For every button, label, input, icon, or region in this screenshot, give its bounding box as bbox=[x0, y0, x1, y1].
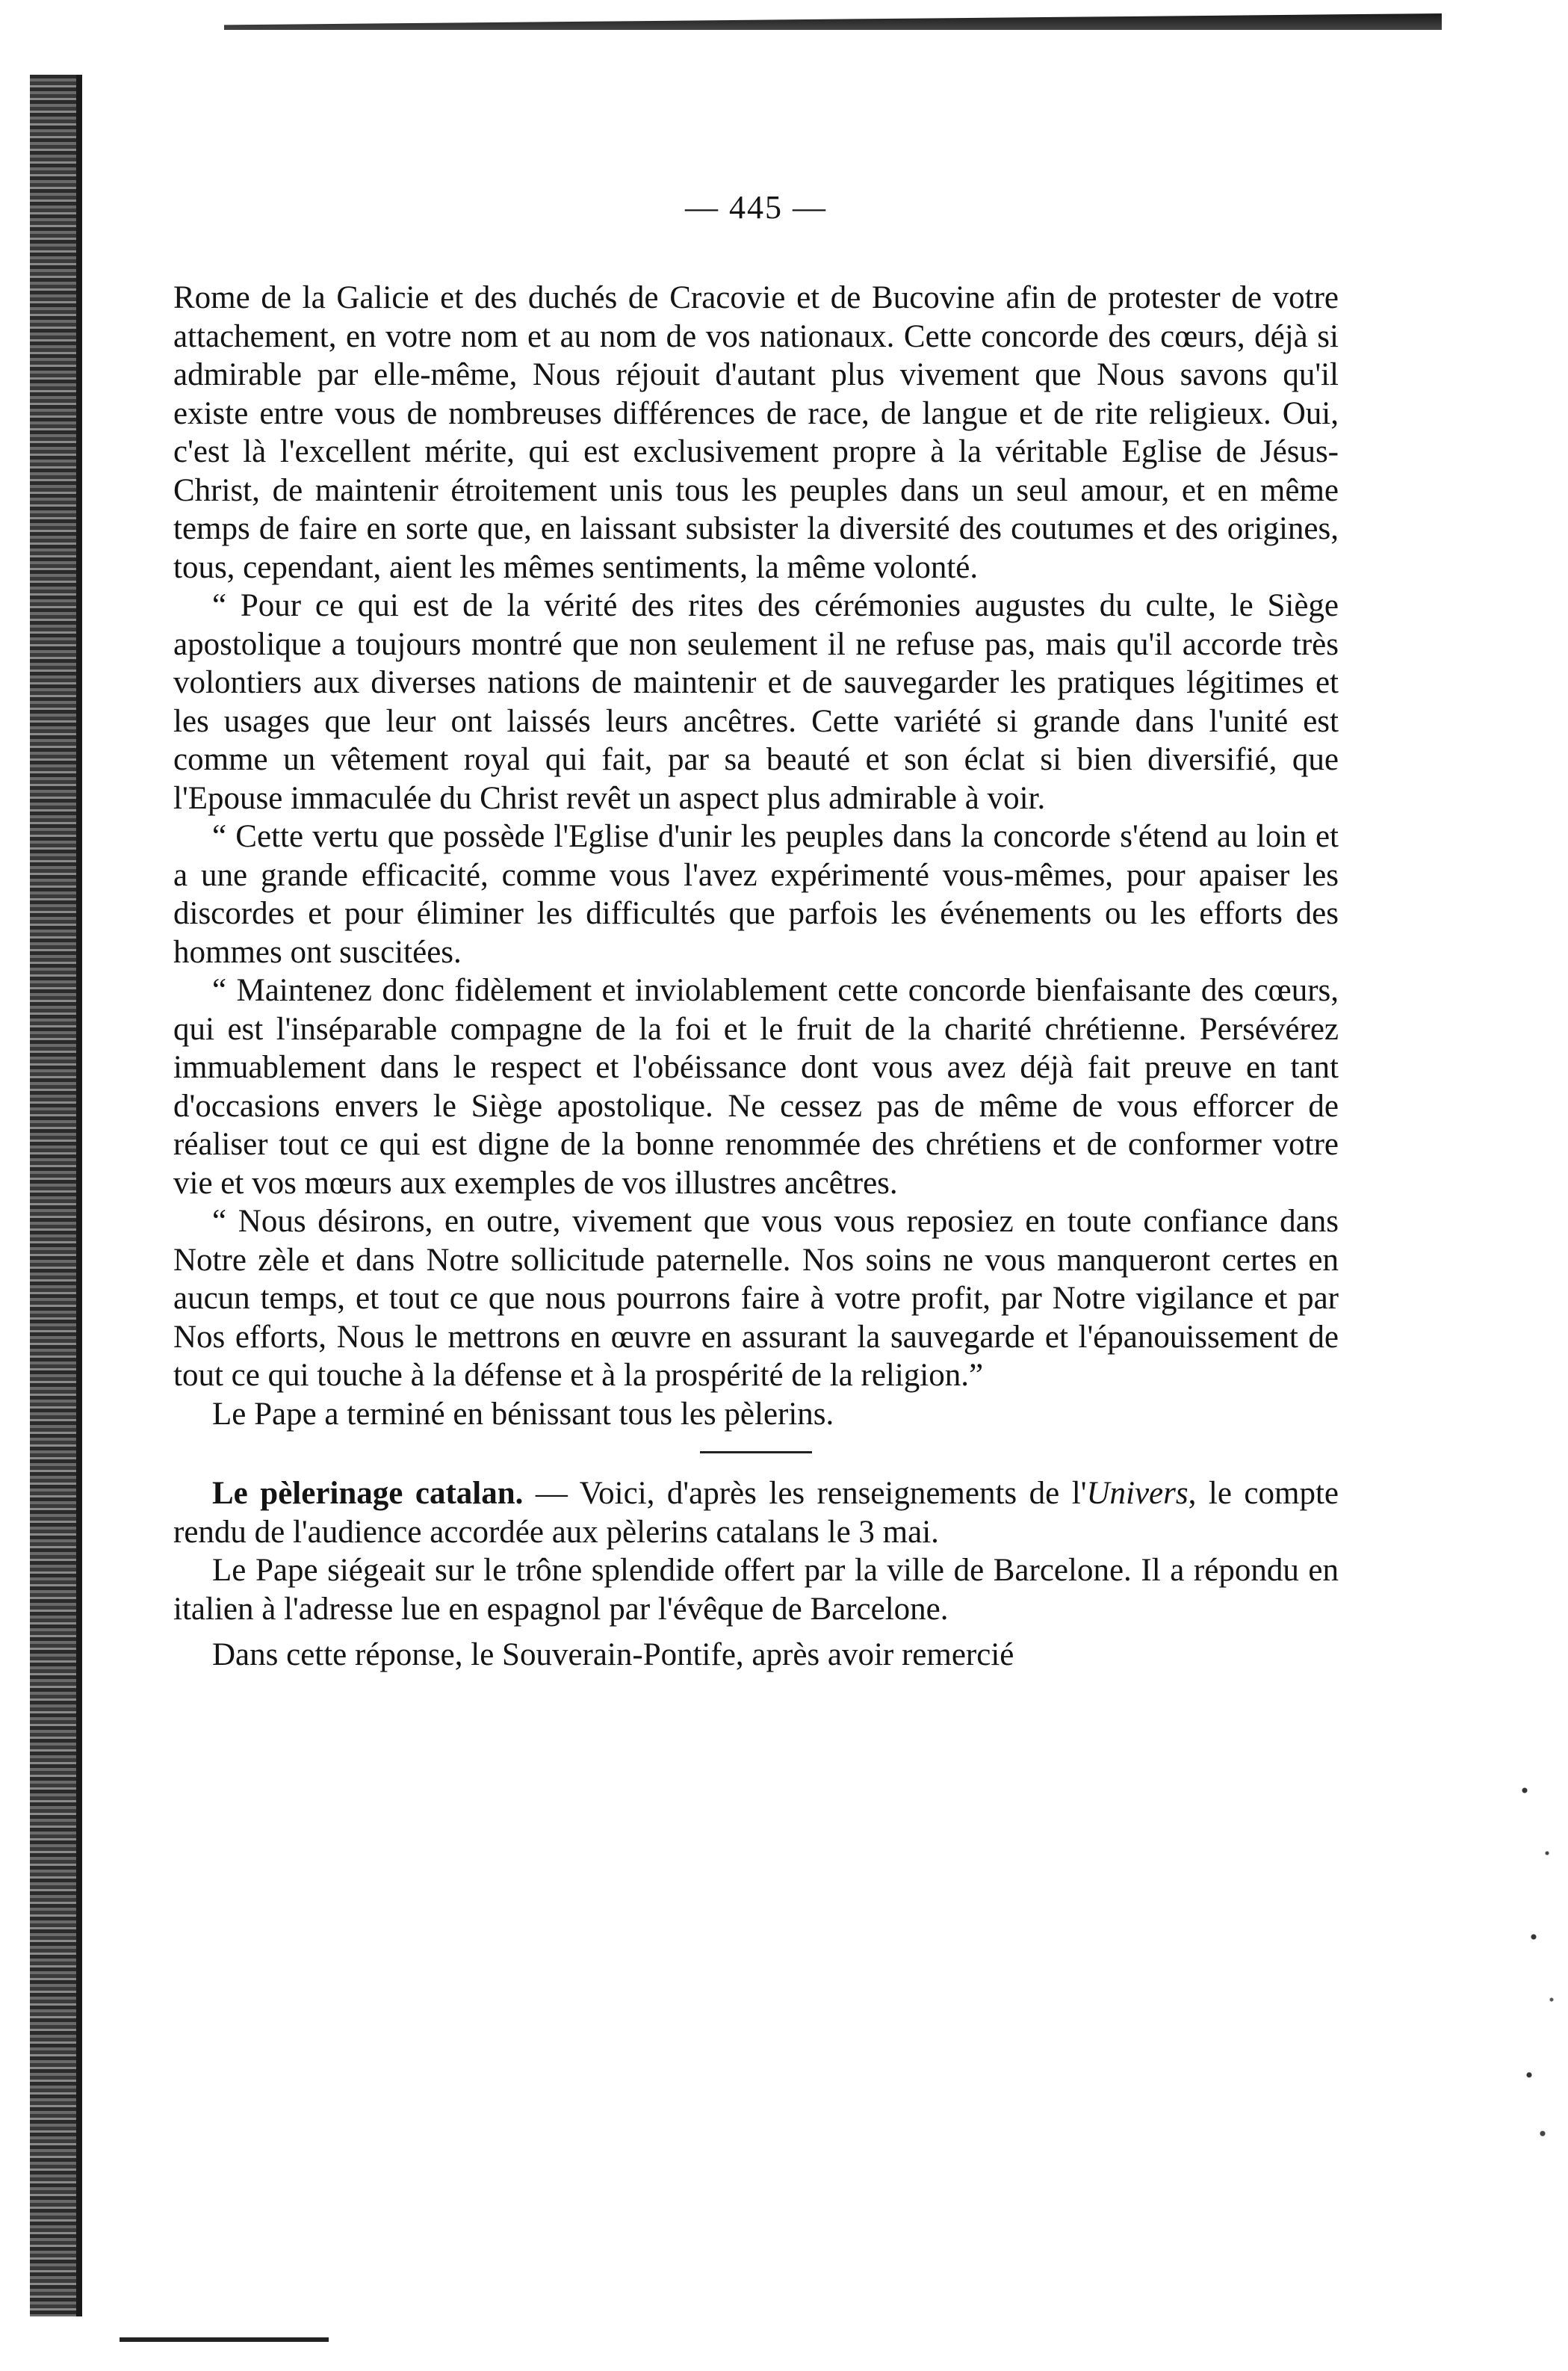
section-separator bbox=[700, 1451, 812, 1453]
section-lead: — Voici, d'après les renseignements de l' bbox=[523, 1476, 1087, 1511]
source-title: Univers bbox=[1086, 1476, 1189, 1511]
paragraph: “ Cette vertu que possède l'Eglise d'unir les peuples dans la concorde s'étend au loin et a une grande efficacité, comme vous l'avez expérimenté vous-mêmes, pour apaiser les discordes et pour éliminer les difficultés que parfois les événements ou les efforts des hommes ont suscitées. bbox=[173, 819, 1339, 970]
paragraph: Rome de la Galicie et des duchés de Cracovie et de Bucovine afin de protester de votre attachement, en votre nom et au nom de vos nationaux. Cette concorde des cœurs, déjà si admirable par elle-même, Nous réjouit d'autant plus vivement que Nous savons qu'il existe entre vous de nombreuses différences de race, de langue et de rite religieux. Oui, c'est là l'excellent mérite, qui est exclusivement propre à la véritable Eglise de Jésus-Christ, de maintenir étroitement unis tous les peuples dans un seul amour, et en même temps de faire en sorte que, en laissant subsister la diversité des coutumes et des origines, tous, cependant, aient les mêmes sentiments, la même volonté. bbox=[173, 280, 1339, 585]
paragraph: “ Maintenez donc fidèlement et inviolablement cette concorde bienfaisante des cœurs, qui est l'inséparable compagne de la foi et le fruit de la charité chrétienne. Persévérez immuablement dans le respect et l'obéissance dont vous avez déjà fait preuve en tant d'occasions envers le Siège apostolique. Ne cessez pas de même de vous efforcer de réaliser tout ce qui est digne de la bonne renommée des chrétiens et de conformer votre vie et vos mœurs aux exemples de vos illustres ancêtres. bbox=[173, 973, 1339, 1201]
section-lead-paragraph bbox=[173, 1474, 1339, 1551]
scan-bottom-rule bbox=[120, 2337, 329, 2342]
paragraph: Le Pape a terminé en bénissant tous les pèlerins. bbox=[212, 1396, 834, 1432]
scan-top-rule bbox=[224, 13, 1442, 30]
section-lead-rest: , le compte rendu de l'audience accordée aux pèlerins catalans le 3 mai. bbox=[173, 1476, 1339, 1550]
body-text bbox=[173, 279, 1339, 1675]
paragraph: Le Pape siégeait sur le trône splendide offert par la ville de Barcelone. Il a répondu en italien à l'adresse lue en espagnol par l'évêque de Barcelone. bbox=[173, 1553, 1339, 1627]
document-page bbox=[173, 188, 1339, 1675]
paragraph: “ Nous désirons, en outre, vivement que vous vous reposiez en toute confiance dans Notre zèle et dans Notre sollicitude paternelle. Nos soins ne vous manqueront certes en aucun temps, et tout ce que nous pourrons faire à votre profit, par Notre vigilance et par Nos efforts, Nous le mettrons en œuvre en assurant la sauvegarde et l'épanouissement de tout ce qui touche à la défense et à la prospérité de la religion.” bbox=[173, 1204, 1339, 1393]
paragraph: “ Pour ce qui est de la vérité des rites des cérémonies augustes du culte, le Siège apostolique a toujours montré que non seulement il ne refuse pas, mais qu'il accorde très volontiers aux diverses nations de maintenir et de sauvegarder les pratiques légitimes et les usages que leur ont laissés leurs ancêtres. Cette variété si grande dans l'unité est comme un vêtement royal qui fait, par sa beauté et son éclat si bien diversifié, que l'Epouse immaculée du Christ revêt un aspect plus admirable à voir. bbox=[173, 588, 1339, 816]
scan-binding-edge bbox=[30, 75, 82, 2316]
scan-noise bbox=[1516, 1749, 1561, 2167]
paragraph: Dans cette réponse, le Souverain-Pontife, après avoir remercié bbox=[212, 1637, 1014, 1672]
section-heading: Le pèlerinage catalan. bbox=[212, 1476, 524, 1511]
page-number: — 445 — bbox=[685, 189, 827, 226]
